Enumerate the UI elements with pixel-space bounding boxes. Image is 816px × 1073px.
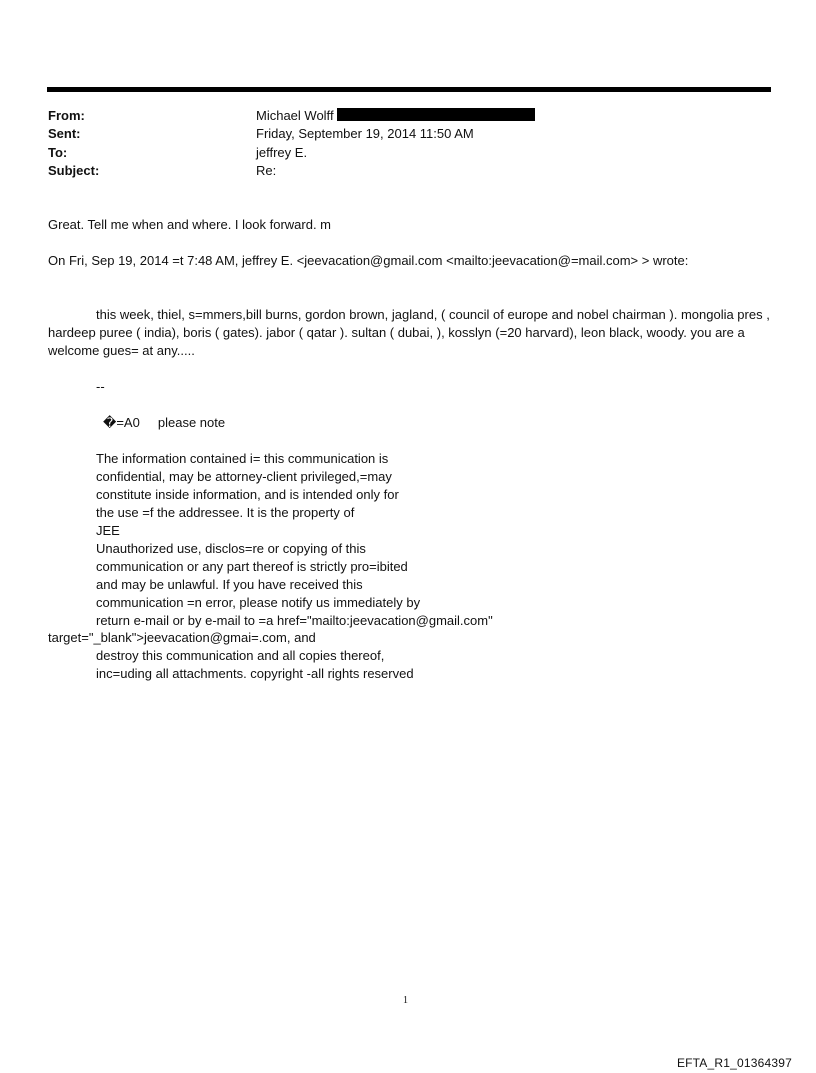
sent-label: Sent: (48, 126, 81, 141)
sent-value: Friday, September 19, 2014 11:50 AM (256, 126, 474, 141)
disclaimer-line: constitute inside information, and is intended only for (96, 487, 399, 502)
disclaimer-target-line: target="_blank">jeevacation@gmai=.com, and (48, 630, 316, 645)
from-name: Michael Wolff (256, 108, 334, 123)
to-label: To: (48, 145, 68, 160)
disclaimer-line: The information contained i= this communication is (96, 451, 389, 466)
signature-dashes: -- (96, 379, 105, 394)
quote-intro: On Fri, Sep 19, 2014 =t 7:48 AM, jeffrey E. <jeevacation@gmail.com <mailto:jeevacation@=mail.com> > wrote: (48, 253, 689, 268)
disclaimer-line: JEE (96, 523, 120, 538)
disclaimer-line: communication =n error, please notify us immediately by (96, 595, 421, 610)
redaction-bar (337, 108, 535, 121)
subject-label: Subject: (48, 163, 100, 178)
document-id: EFTA_R1_01364397 (676, 1056, 792, 1070)
reply-text: Great. Tell me when and where. I look forward. m (48, 217, 331, 232)
header-rule (47, 87, 771, 92)
page-number: 1 (403, 995, 408, 1006)
to-value: jeffrey E. (256, 145, 308, 160)
disclaimer-line: inc=uding all attachments. copyright -all rights reserved (96, 666, 414, 681)
disclaimer-line: destroy this communication and all copies thereof, (96, 648, 385, 663)
disclaimer-line: Unauthorized use, disclos=re or copying of this (96, 541, 366, 556)
quoted-paragraph: this week, thiel, s=mmers,bill burns, gordon brown, jagland, ( council of europe and nobel chairman ). mongolia pres , hardeep puree ( india), boris ( gates). jabor ( qatar ). sultan ( dubai, ), kosslyn (=20 harvard), leon black, woody. you are a welcome gues= at any..... (48, 307, 770, 358)
disclaimer-line: the use =f the addressee. It is the property of (96, 505, 355, 520)
from-label: From: (48, 108, 85, 123)
disclaimer-line: return e-mail or by e-mail to =a href="mailto:jeevacation@gmail.com" (96, 613, 493, 628)
disclaimer-line: confidential, may be attorney-client privileged,=may (96, 469, 392, 484)
disclaimer-line: and may be unlawful. If you have received this (96, 577, 363, 592)
disclaimer-line: communication or any part thereof is strictly pro=ibited (96, 559, 408, 574)
please-note: �=A0 please note (103, 415, 226, 430)
subject-value: Re: (256, 163, 277, 178)
from-value (256, 107, 535, 125)
